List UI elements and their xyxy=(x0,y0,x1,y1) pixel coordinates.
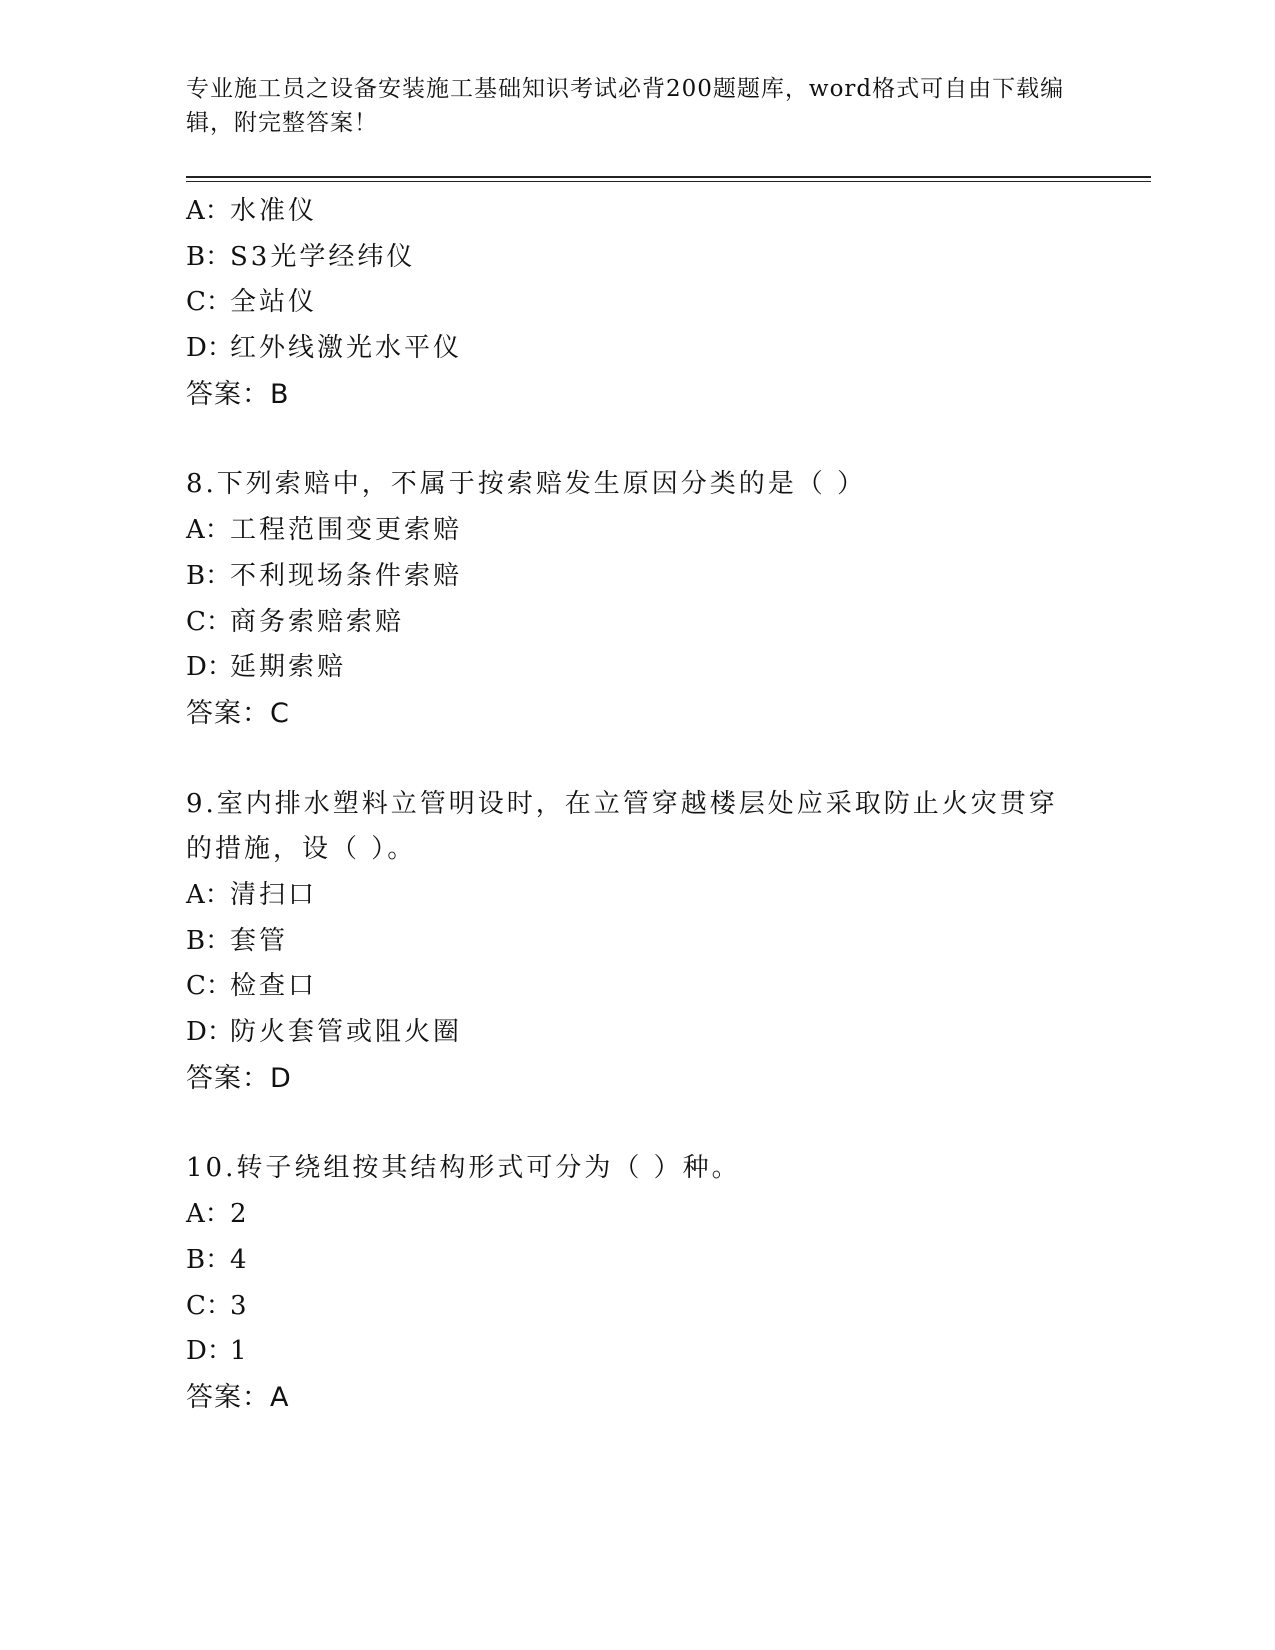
option-b: B：不利现场条件索赔 xyxy=(186,560,463,591)
option-c: C：检查口 xyxy=(186,971,318,1002)
question-block-8 xyxy=(186,462,1151,736)
option-c: C：全站仪 xyxy=(186,287,318,318)
option-a: A：清扫口 xyxy=(186,879,318,910)
question-block-7 xyxy=(186,189,1151,417)
header-rule-thick xyxy=(186,176,1151,178)
option-d: D：1 xyxy=(186,1336,250,1367)
answer: 答案：D xyxy=(186,1062,292,1094)
question-list xyxy=(186,189,1151,1421)
option-d: D：延期索赔 xyxy=(186,652,347,683)
answer: 答案：A xyxy=(186,1381,290,1413)
document-title: 专业施工员之设备安装施工基础知识考试必背200题题库，word格式可自由下载编辑，附完整答案！ xyxy=(186,76,1065,136)
option-b: B：S3光学经纬仪 xyxy=(186,241,416,272)
answer: 答案：C xyxy=(186,697,290,729)
option-d: D：防火套管或阻火圈 xyxy=(186,1017,463,1048)
document-header xyxy=(186,72,1066,140)
option-d: D：红外线激光水平仪 xyxy=(186,333,463,364)
option-a: A：2 xyxy=(186,1199,250,1230)
option-c: C：3 xyxy=(186,1290,250,1321)
option-b: B：套管 xyxy=(186,925,289,956)
question-block-9 xyxy=(186,782,1151,1102)
option-c: C：商务索赔索赔 xyxy=(186,606,405,637)
question-stem: 10.转子绕组按其结构形式可分为（ ）种。 xyxy=(186,1153,741,1184)
option-a: A：水准仪 xyxy=(186,196,318,226)
question-stem: 9.室内排水塑料立管明设时，在立管穿越楼层处应采取防止火灾贯穿的措施，设（ ）。 xyxy=(186,788,1058,865)
question-block-10 xyxy=(186,1146,1151,1420)
answer: 答案：B xyxy=(186,378,290,410)
header-rule-thin xyxy=(186,181,1151,182)
option-a: A：工程范围变更索赔 xyxy=(186,515,463,546)
question-stem: 8.下列索赔中，不属于按索赔发生原因分类的是（ ） xyxy=(186,469,867,500)
option-b: B：4 xyxy=(186,1244,250,1275)
